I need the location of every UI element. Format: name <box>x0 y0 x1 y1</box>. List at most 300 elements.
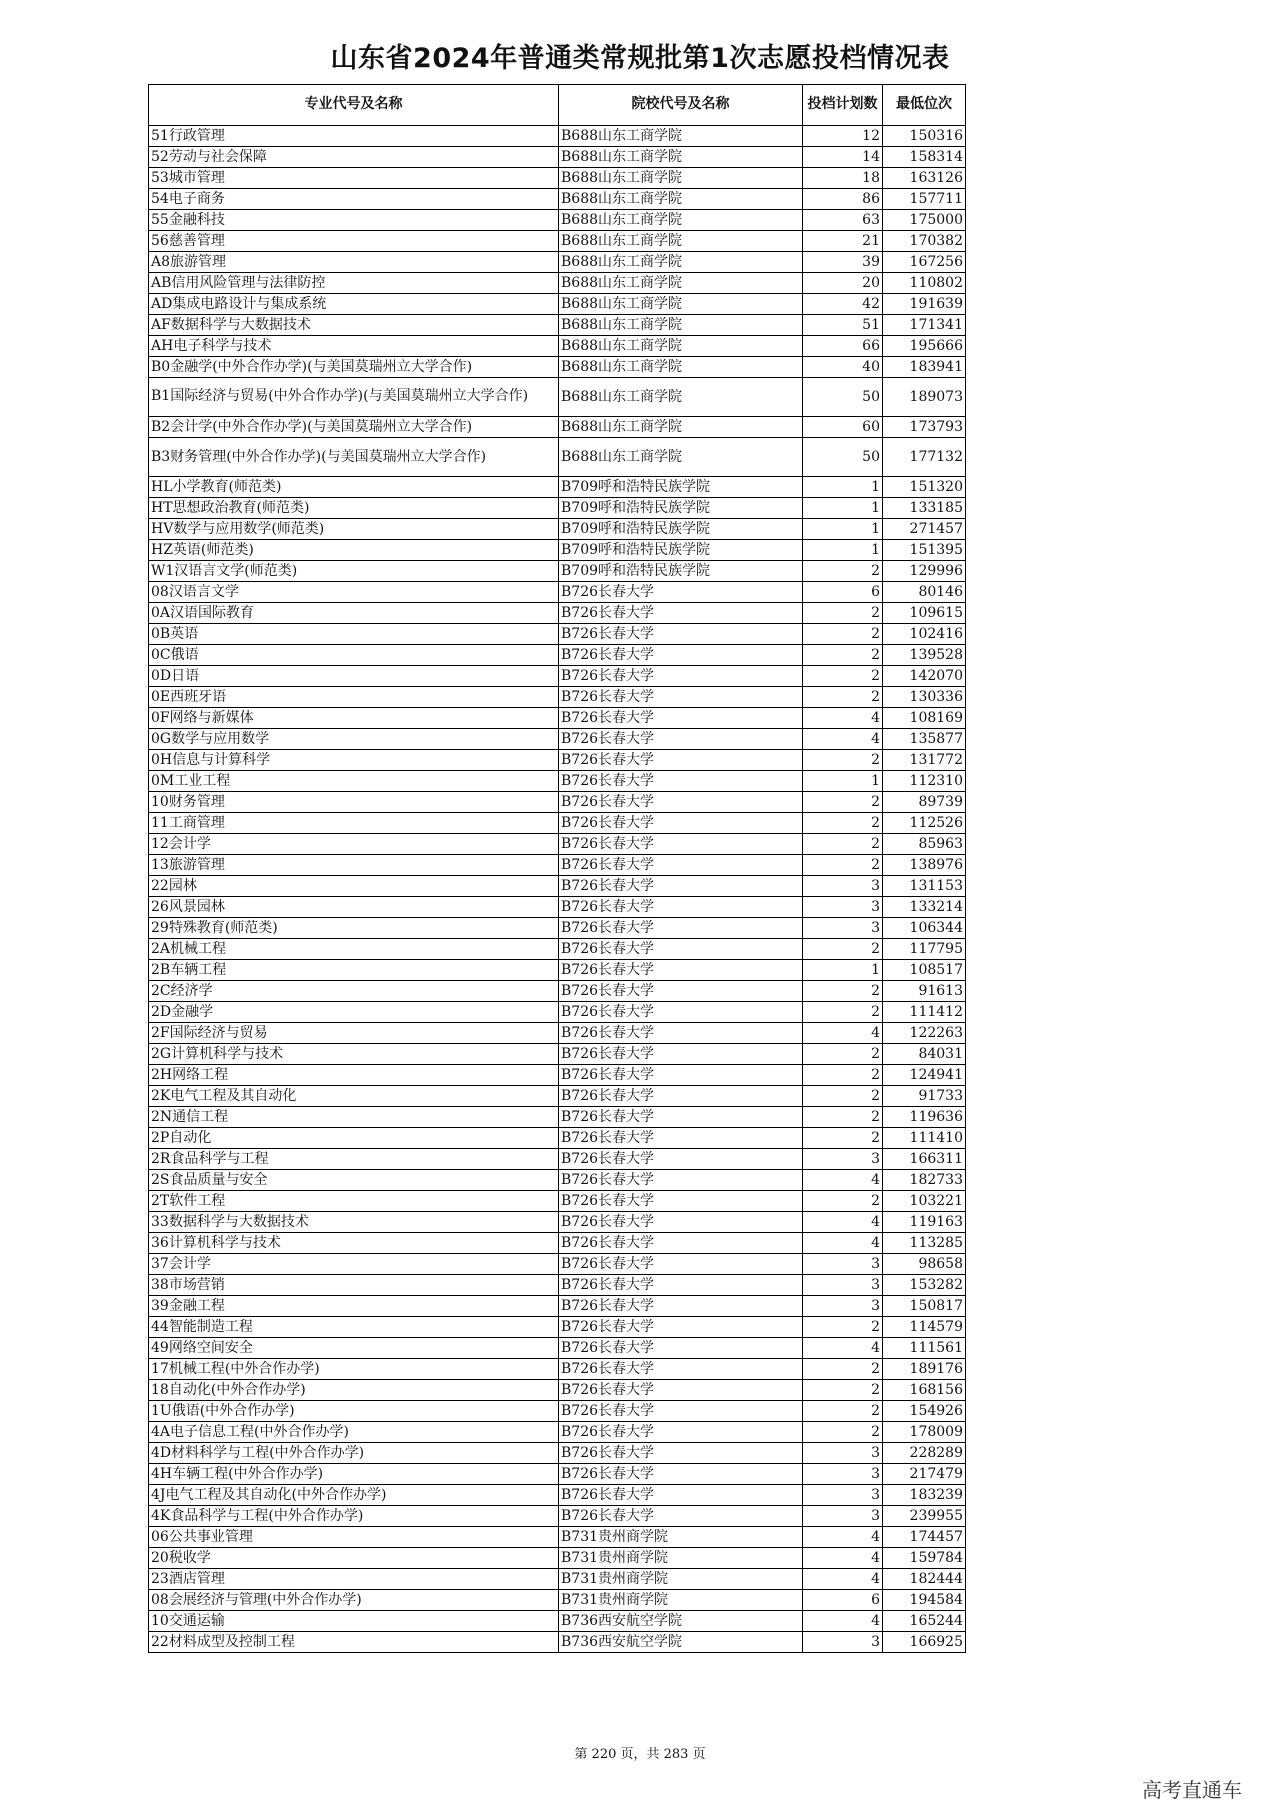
cell-rank: 159784 <box>883 1548 966 1569</box>
cell-rank: 131772 <box>883 750 966 771</box>
cell-rank: 163126 <box>883 168 966 189</box>
cell-plan: 4 <box>803 1338 883 1359</box>
cell-plan: 4 <box>803 1170 883 1191</box>
cell-major: B1国际经济与贸易(中外合作办学)(与美国莫瑞州立大学合作) <box>149 378 559 417</box>
cell-school: B726长春大学 <box>559 1128 803 1149</box>
cell-major: 4A电子信息工程(中外合作办学) <box>149 1422 559 1443</box>
cell-major: 2D金融学 <box>149 1002 559 1023</box>
table-row <box>149 477 966 498</box>
cell-plan: 3 <box>803 897 883 918</box>
cell-major: W1汉语言文学(师范类) <box>149 561 559 582</box>
page-title: 山东省2024年普通类常规批第1次志愿投档情况表 <box>330 43 950 74</box>
cell-plan: 86 <box>803 189 883 210</box>
cell-plan: 4 <box>803 1569 883 1590</box>
cell-major: HV数学与应用数学(师范类) <box>149 519 559 540</box>
cell-plan: 3 <box>803 918 883 939</box>
cell-school: B726长春大学 <box>559 750 803 771</box>
cell-rank: 111410 <box>883 1128 966 1149</box>
table-row <box>149 1191 966 1212</box>
table-row <box>149 1338 966 1359</box>
table-row <box>149 603 966 624</box>
cell-plan: 2 <box>803 1086 883 1107</box>
table-row <box>149 210 966 231</box>
cell-plan: 4 <box>803 708 883 729</box>
cell-school: B726长春大学 <box>559 1275 803 1296</box>
cell-school: B726长春大学 <box>559 1464 803 1485</box>
cell-school: B726长春大学 <box>559 939 803 960</box>
cell-rank: 131153 <box>883 876 966 897</box>
cell-rank: 195666 <box>883 336 966 357</box>
cell-plan: 20 <box>803 273 883 294</box>
cell-rank: 166925 <box>883 1632 966 1653</box>
cell-plan: 3 <box>803 1275 883 1296</box>
cell-rank: 112526 <box>883 813 966 834</box>
table-row <box>149 1254 966 1275</box>
cell-rank: 111561 <box>883 1338 966 1359</box>
table-row <box>149 981 966 1002</box>
table-row <box>149 540 966 561</box>
table-row <box>149 1002 966 1023</box>
cell-school: B726长春大学 <box>559 1338 803 1359</box>
cell-major: 2G计算机科学与技术 <box>149 1044 559 1065</box>
cell-major: 33数据科学与大数据技术 <box>149 1212 559 1233</box>
table-row <box>149 1044 966 1065</box>
cell-plan: 21 <box>803 231 883 252</box>
cell-school: B726长春大学 <box>559 1296 803 1317</box>
cell-plan: 3 <box>803 1464 883 1485</box>
table-row <box>149 1527 966 1548</box>
table-row <box>149 666 966 687</box>
cell-plan: 2 <box>803 981 883 1002</box>
cell-major: 10财务管理 <box>149 792 559 813</box>
table-row <box>149 561 966 582</box>
cell-rank: 157711 <box>883 189 966 210</box>
cell-rank: 85963 <box>883 834 966 855</box>
cell-school: B726长春大学 <box>559 876 803 897</box>
table-row <box>149 273 966 294</box>
table-row <box>149 624 966 645</box>
cell-school: B726长春大学 <box>559 1191 803 1212</box>
table-row <box>149 834 966 855</box>
cell-major: 44智能制造工程 <box>149 1317 559 1338</box>
cell-plan: 66 <box>803 336 883 357</box>
cell-major: 0F网络与新媒体 <box>149 708 559 729</box>
table-row <box>149 708 966 729</box>
table-row <box>149 750 966 771</box>
table-row <box>149 1296 966 1317</box>
cell-plan: 2 <box>803 1317 883 1338</box>
cell-rank: 171341 <box>883 315 966 336</box>
cell-major: 2K电气工程及其自动化 <box>149 1086 559 1107</box>
cell-school: B709呼和浩特民族学院 <box>559 519 803 540</box>
cell-rank: 124941 <box>883 1065 966 1086</box>
table-row <box>149 1275 966 1296</box>
cell-major: 53城市管理 <box>149 168 559 189</box>
cell-school: B688山东工商学院 <box>559 438 803 477</box>
cell-plan: 18 <box>803 168 883 189</box>
table-row <box>149 315 966 336</box>
cell-school: B726长春大学 <box>559 1380 803 1401</box>
cell-major: 4J电气工程及其自动化(中外合作办学) <box>149 1485 559 1506</box>
cell-rank: 91613 <box>883 981 966 1002</box>
cell-plan: 50 <box>803 378 883 417</box>
cell-school: B688山东工商学院 <box>559 147 803 168</box>
cell-rank: 135877 <box>883 729 966 750</box>
cell-rank: 174457 <box>883 1527 966 1548</box>
cell-rank: 114579 <box>883 1317 966 1338</box>
cell-school: B688山东工商学院 <box>559 210 803 231</box>
cell-plan: 1 <box>803 771 883 792</box>
cell-major: 29特殊教育(师范类) <box>149 918 559 939</box>
cell-major: 0H信息与计算科学 <box>149 750 559 771</box>
cell-school: B726长春大学 <box>559 855 803 876</box>
cell-major: AB信用风险管理与法律防控 <box>149 273 559 294</box>
cell-rank: 183239 <box>883 1485 966 1506</box>
cell-school: B731贵州商学院 <box>559 1527 803 1548</box>
cell-plan: 42 <box>803 294 883 315</box>
cell-school: B736西安航空学院 <box>559 1632 803 1653</box>
table-row <box>149 1212 966 1233</box>
cell-major: AF数据科学与大数据技术 <box>149 315 559 336</box>
cell-plan: 40 <box>803 357 883 378</box>
cell-school: B726长春大学 <box>559 582 803 603</box>
cell-major: 2B车辆工程 <box>149 960 559 981</box>
cell-major: B2会计学(中外合作办学)(与美国莫瑞州立大学合作) <box>149 417 559 438</box>
cell-plan: 2 <box>803 624 883 645</box>
cell-rank: 80146 <box>883 582 966 603</box>
cell-rank: 112310 <box>883 771 966 792</box>
cell-plan: 2 <box>803 834 883 855</box>
cell-major: 08汉语言文学 <box>149 582 559 603</box>
cell-school: B688山东工商学院 <box>559 231 803 252</box>
cell-major: 11工商管理 <box>149 813 559 834</box>
cell-plan: 2 <box>803 1380 883 1401</box>
cell-rank: 84031 <box>883 1044 966 1065</box>
cell-rank: 108169 <box>883 708 966 729</box>
table-row <box>149 1611 966 1632</box>
cell-major: 0M工业工程 <box>149 771 559 792</box>
cell-plan: 2 <box>803 813 883 834</box>
cell-rank: 175000 <box>883 210 966 231</box>
cell-plan: 4 <box>803 1527 883 1548</box>
cell-major: 13旅游管理 <box>149 855 559 876</box>
table-row <box>149 1317 966 1338</box>
cell-plan: 2 <box>803 645 883 666</box>
cell-school: B726长春大学 <box>559 687 803 708</box>
cell-plan: 3 <box>803 1296 883 1317</box>
table-row <box>149 1380 966 1401</box>
cell-rank: 183941 <box>883 357 966 378</box>
admission-table <box>148 84 966 1653</box>
table-row <box>149 189 966 210</box>
cell-plan: 2 <box>803 1002 883 1023</box>
cell-plan: 51 <box>803 315 883 336</box>
cell-school: B726长春大学 <box>559 897 803 918</box>
cell-rank: 122263 <box>883 1023 966 1044</box>
table-row <box>149 1506 966 1527</box>
cell-rank: 168156 <box>883 1380 966 1401</box>
cell-major: AD集成电路设计与集成系统 <box>149 294 559 315</box>
cell-major: 49网络空间安全 <box>149 1338 559 1359</box>
cell-major: 4H车辆工程(中外合作办学) <box>149 1464 559 1485</box>
cell-rank: 110802 <box>883 273 966 294</box>
cell-plan: 2 <box>803 939 883 960</box>
table-row <box>149 582 966 603</box>
cell-school: B726长春大学 <box>559 1149 803 1170</box>
table-row <box>149 336 966 357</box>
header-rank: 最低位次 <box>883 85 966 126</box>
cell-plan: 1 <box>803 477 883 498</box>
cell-rank: 178009 <box>883 1422 966 1443</box>
cell-school: B726长春大学 <box>559 960 803 981</box>
cell-major: 23酒店管理 <box>149 1569 559 1590</box>
cell-rank: 119636 <box>883 1107 966 1128</box>
table-row <box>149 1632 966 1653</box>
cell-school: B726长春大学 <box>559 666 803 687</box>
cell-plan: 12 <box>803 126 883 147</box>
cell-school: B688山东工商学院 <box>559 168 803 189</box>
table-row <box>149 1107 966 1128</box>
cell-plan: 39 <box>803 252 883 273</box>
cell-rank: 271457 <box>883 519 966 540</box>
cell-school: B688山东工商学院 <box>559 126 803 147</box>
table-row <box>149 771 966 792</box>
header-plan: 投档计划数 <box>803 85 883 126</box>
table-row <box>149 231 966 252</box>
cell-rank: 142070 <box>883 666 966 687</box>
cell-plan: 3 <box>803 1149 883 1170</box>
cell-major: 4K食品科学与工程(中外合作办学) <box>149 1506 559 1527</box>
cell-school: B709呼和浩特民族学院 <box>559 477 803 498</box>
table-body <box>149 126 966 1653</box>
cell-major: 18自动化(中外合作办学) <box>149 1380 559 1401</box>
cell-rank: 91733 <box>883 1086 966 1107</box>
table-row <box>149 855 966 876</box>
cell-school: B726长春大学 <box>559 603 803 624</box>
cell-rank: 102416 <box>883 624 966 645</box>
cell-school: B688山东工商学院 <box>559 357 803 378</box>
cell-plan: 2 <box>803 1191 883 1212</box>
cell-major: 2S食品质量与安全 <box>149 1170 559 1191</box>
cell-plan: 2 <box>803 603 883 624</box>
table-row <box>149 939 966 960</box>
cell-school: B688山东工商学院 <box>559 252 803 273</box>
table-row <box>149 519 966 540</box>
cell-school: B726长春大学 <box>559 1422 803 1443</box>
cell-rank: 108517 <box>883 960 966 981</box>
cell-major: 52劳动与社会保障 <box>149 147 559 168</box>
table-row <box>149 792 966 813</box>
cell-school: B688山东工商学院 <box>559 315 803 336</box>
table-row <box>149 1485 966 1506</box>
cell-school: B726长春大学 <box>559 1254 803 1275</box>
cell-rank: 167256 <box>883 252 966 273</box>
cell-rank: 89739 <box>883 792 966 813</box>
table-row <box>149 1548 966 1569</box>
cell-school: B688山东工商学院 <box>559 294 803 315</box>
cell-plan: 4 <box>803 1212 883 1233</box>
cell-major: 12会计学 <box>149 834 559 855</box>
cell-major: 20税收学 <box>149 1548 559 1569</box>
cell-plan: 2 <box>803 1065 883 1086</box>
cell-major: 0E西班牙语 <box>149 687 559 708</box>
cell-major: HL小学教育(师范类) <box>149 477 559 498</box>
cell-major: 08会展经济与管理(中外合作办学) <box>149 1590 559 1611</box>
cell-school: B709呼和浩特民族学院 <box>559 498 803 519</box>
cell-plan: 2 <box>803 855 883 876</box>
cell-plan: 1 <box>803 498 883 519</box>
cell-plan: 2 <box>803 1107 883 1128</box>
cell-plan: 1 <box>803 519 883 540</box>
cell-major: 39金融工程 <box>149 1296 559 1317</box>
cell-school: B688山东工商学院 <box>559 336 803 357</box>
table-row <box>149 1590 966 1611</box>
cell-school: B726长春大学 <box>559 624 803 645</box>
cell-rank: 111412 <box>883 1002 966 1023</box>
table-row <box>149 645 966 666</box>
cell-major: 0C俄语 <box>149 645 559 666</box>
cell-school: B688山东工商学院 <box>559 417 803 438</box>
cell-plan: 2 <box>803 666 883 687</box>
table-row <box>149 960 966 981</box>
cell-rank: 182444 <box>883 1569 966 1590</box>
cell-plan: 3 <box>803 876 883 897</box>
table-header-row <box>149 85 966 126</box>
cell-major: 06公共事业管理 <box>149 1527 559 1548</box>
cell-plan: 3 <box>803 1485 883 1506</box>
cell-school: B726长春大学 <box>559 1044 803 1065</box>
table-row <box>149 126 966 147</box>
table-row <box>149 1149 966 1170</box>
table-row <box>149 147 966 168</box>
cell-school: B726长春大学 <box>559 1002 803 1023</box>
cell-plan: 3 <box>803 1632 883 1653</box>
cell-rank: 138976 <box>883 855 966 876</box>
cell-rank: 166311 <box>883 1149 966 1170</box>
cell-rank: 130336 <box>883 687 966 708</box>
table-row <box>149 168 966 189</box>
cell-school: B726长春大学 <box>559 834 803 855</box>
cell-plan: 4 <box>803 1023 883 1044</box>
cell-major: 2N通信工程 <box>149 1107 559 1128</box>
cell-major: 51行政管理 <box>149 126 559 147</box>
cell-major: 4D材料科学与工程(中外合作办学) <box>149 1443 559 1464</box>
cell-rank: 189176 <box>883 1359 966 1380</box>
cell-rank: 239955 <box>883 1506 966 1527</box>
cell-plan: 50 <box>803 438 883 477</box>
table-row <box>149 1023 966 1044</box>
cell-major: 0A汉语国际教育 <box>149 603 559 624</box>
cell-plan: 1 <box>803 960 883 981</box>
cell-school: B736西安航空学院 <box>559 1611 803 1632</box>
cell-school: B726长春大学 <box>559 771 803 792</box>
cell-plan: 4 <box>803 1548 883 1569</box>
cell-rank: 173793 <box>883 417 966 438</box>
cell-rank: 153282 <box>883 1275 966 1296</box>
cell-plan: 4 <box>803 1611 883 1632</box>
cell-rank: 129996 <box>883 561 966 582</box>
cell-plan: 6 <box>803 1590 883 1611</box>
cell-plan: 2 <box>803 687 883 708</box>
cell-school: B726长春大学 <box>559 1443 803 1464</box>
cell-plan: 2 <box>803 750 883 771</box>
cell-school: B726长春大学 <box>559 813 803 834</box>
cell-school: B726长春大学 <box>559 1107 803 1128</box>
cell-rank: 154926 <box>883 1401 966 1422</box>
cell-school: B688山东工商学院 <box>559 189 803 210</box>
table-row <box>149 1464 966 1485</box>
cell-school: B726长春大学 <box>559 1065 803 1086</box>
cell-major: 38市场营销 <box>149 1275 559 1296</box>
table-row <box>149 1569 966 1590</box>
table-row <box>149 918 966 939</box>
table-row <box>149 729 966 750</box>
cell-major: 26风景园林 <box>149 897 559 918</box>
cell-rank: 191639 <box>883 294 966 315</box>
cell-major: 55金融科技 <box>149 210 559 231</box>
cell-major: 2F国际经济与贸易 <box>149 1023 559 1044</box>
cell-major: 2A机械工程 <box>149 939 559 960</box>
table-row <box>149 417 966 438</box>
cell-major: 2H网络工程 <box>149 1065 559 1086</box>
cell-major: 2R食品科学与工程 <box>149 1149 559 1170</box>
table-row <box>149 252 966 273</box>
table-row <box>149 1359 966 1380</box>
cell-rank: 217479 <box>883 1464 966 1485</box>
cell-rank: 103221 <box>883 1191 966 1212</box>
cell-school: B731贵州商学院 <box>559 1548 803 1569</box>
cell-school: B709呼和浩特民族学院 <box>559 561 803 582</box>
cell-major: 36计算机科学与技术 <box>149 1233 559 1254</box>
cell-school: B726长春大学 <box>559 1170 803 1191</box>
header-school: 院校代号及名称 <box>559 85 803 126</box>
cell-major: A8旅游管理 <box>149 252 559 273</box>
cell-plan: 2 <box>803 1422 883 1443</box>
cell-plan: 2 <box>803 1401 883 1422</box>
cell-school: B731贵州商学院 <box>559 1569 803 1590</box>
cell-rank: 150817 <box>883 1296 966 1317</box>
cell-major: 10交通运输 <box>149 1611 559 1632</box>
cell-plan: 60 <box>803 417 883 438</box>
cell-school: B688山东工商学院 <box>559 273 803 294</box>
cell-school: B726长春大学 <box>559 1023 803 1044</box>
cell-plan: 2 <box>803 792 883 813</box>
cell-major: 2T软件工程 <box>149 1191 559 1212</box>
cell-school: B726长春大学 <box>559 1506 803 1527</box>
cell-rank: 151395 <box>883 540 966 561</box>
cell-school: B726长春大学 <box>559 1485 803 1506</box>
cell-school: B726长春大学 <box>559 1401 803 1422</box>
table-row <box>149 357 966 378</box>
cell-plan: 1 <box>803 540 883 561</box>
cell-plan: 63 <box>803 210 883 231</box>
table-row <box>149 1065 966 1086</box>
cell-school: B726长春大学 <box>559 708 803 729</box>
cell-rank: 177132 <box>883 438 966 477</box>
cell-plan: 2 <box>803 561 883 582</box>
table-row <box>149 438 966 477</box>
table-row <box>149 687 966 708</box>
cell-plan: 2 <box>803 1044 883 1065</box>
table-row <box>149 1170 966 1191</box>
cell-major: HZ英语(师范类) <box>149 540 559 561</box>
cell-school: B726长春大学 <box>559 645 803 666</box>
cell-major: 22材料成型及控制工程 <box>149 1632 559 1653</box>
cell-rank: 109615 <box>883 603 966 624</box>
cell-school: B726长春大学 <box>559 1212 803 1233</box>
cell-school: B726长春大学 <box>559 729 803 750</box>
cell-major: AH电子科学与技术 <box>149 336 559 357</box>
